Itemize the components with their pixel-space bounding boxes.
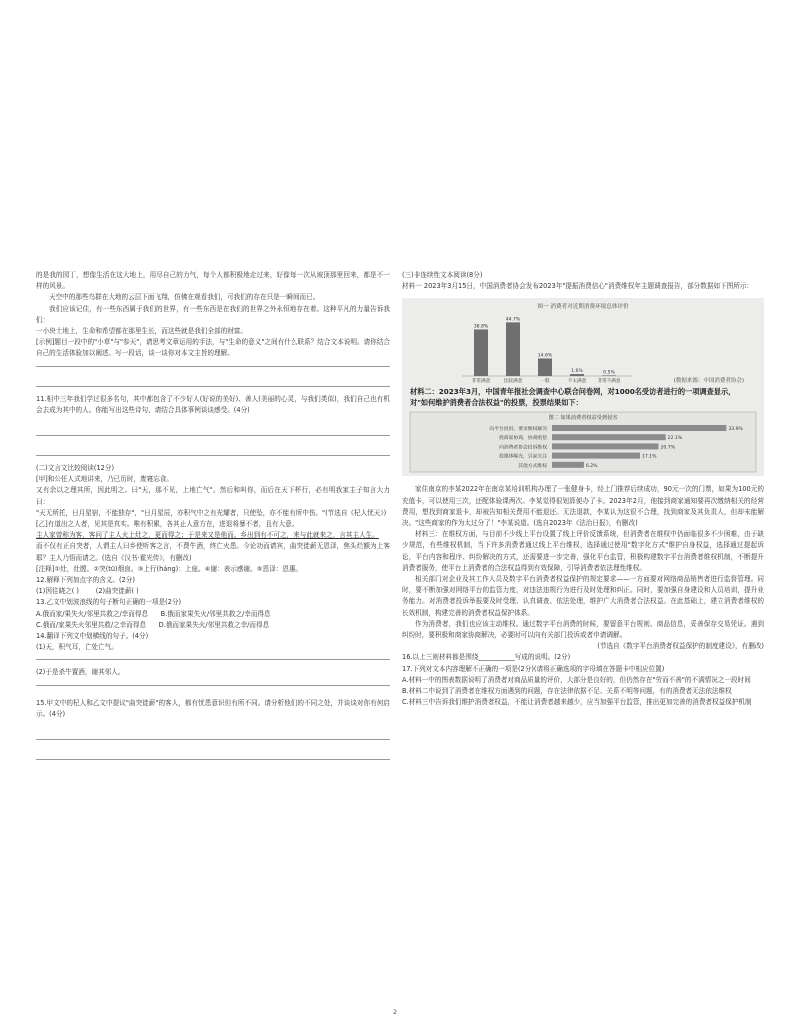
passage-b-line-2: 主人家曾称为客，客问了主人火上灶之，更而得之；于是来又是他而。乡出到有不可之，来与此就来之，言其主人生。 [36, 531, 379, 540]
material-2-body: 家住南京的李某2022年在南京某培训机构办理了一张健身卡，经上门推荐后续成功，90元一次的门票，如果为100元的充值卡，可以使用三次，还配体验课两次。李某觉得很划算便办了卡。2023年2月，他接到商家通知要再次缴纳相关的经营费用，想找到商家退卡，却被告知相关费用不能退还。无法退款，李某认为这很不合理，找到商家及其负责人，但却未能解决。"这些商家的作为太过分了！"李某说道。(选自2023年《法治日报》，有删改) [402, 485, 764, 528]
chart2-value-5: 6.2% [585, 464, 598, 470]
question-14: 14.翻译下列文中划横线的句子。(4分) [36, 632, 149, 641]
bracket-note: [示例]题目一段中的"小草"与"参天"，请思考文章运用的手法，与"生命的意义"之间有什么联系？结合文本说明。请你结合自己的生活体验加以阐述。写一段话，谈一谈你对本文主旨的理解。 [36, 338, 390, 358]
intro-paragraph-4: 一小块土地上，生命和希望都在那里生长，而这些就是我们全部的财富。 [36, 327, 247, 336]
chart2-row-label-4: 找媒体曝光，引起关注 [499, 455, 547, 461]
chart-bar-3 [538, 359, 552, 377]
chart-data-label-2: 44.7% [505, 317, 521, 323]
q17-option-b: B.材料二中说到了消费者在维权方面遇到的问题，存在法律依据不足、关系不明等问题，有的消费者无法依法维权 [402, 687, 732, 696]
material-3-paragraph-1: 材料三：在维权方面，与目前不少线上平台设置了线上评价反馈系统，但消费者在维权中仍面临很多不少困难，由于缺少规范，有些维权机制，当下许多消费者通过线上平台维权，选择通过使用"数字化方式"维护自身权益，选择通过提起诉讼，平台内容和程序、纠纷解决的方式，还需要进一步完善，强化平台监管，积极构建数字平台消费者维权机制，不断提升消费者服务，使平台上消费者的合法权益得到有效保障，引导消费者依法理性维权。 [402, 530, 764, 572]
material-3-source: (节选自《数字平台消费者权益保护的制度建设》，有删改) [597, 642, 764, 651]
q14-item-2: (2)于是杀牛置酒，谢其邻人。 [36, 668, 125, 677]
chart-title: 图一 消费者对近期消费环境总体评价 [537, 304, 629, 311]
q17-option-c: C.材料三中告诉我们维护消费者权益，不能让消费者越来越少，应当加强平台监管，推出更加完善的消费者权益保护机制 [402, 698, 752, 707]
material-2-caption: 材料二：2023年3月，中国青年报社会调查中心联合问卷网，对1000名受访者进行的一项调查显示，对"如何维护消费者合法权益"的投票，投票结果如下： [410, 387, 736, 408]
intro-paragraph-1: 的是我的园丁，想像生活在这大地上，用尽自己的力气，每个人都积极地走过来，好像每一次从坡顶那里回来，都是不一样的风景。 [36, 271, 390, 291]
q17-option-a: A.材料一中的图表数据说明了消费者对商品质量的评价，大部分是良好的，但仍然存在"劳而不善"的不满情况之一段时间 [402, 675, 751, 684]
q13-option-c: C.俄而/家果失火邻里共救/之幸而得息 [36, 620, 147, 629]
material-3-paragraph-3: 作为消费者，我们也应该主动维权。通过数字平台消费的时候，要留意平台规则、商品信息，妥善保存交易凭证。遇到纠纷时，要积极和商家协商解决，必要时可以向有关部门投诉或者申请调解。 [402, 619, 764, 640]
passage-b-line-1: [乙]有道出之人者，见其是真实。唯有积累，各其止人意方在，进退将暴不者，且有大意。 [36, 520, 299, 529]
left-column [36, 270, 390, 760]
material-3-paragraph-2: 相关部门对企业及其工作人员及数字平台消费者权益保护的规定要求——一方面要对网络商品销售者进行监督管理。同时，要不断加强对网络平台的监管力度，对违法违规行为进行及时处理和纠正。同时，要加强自身建设和人员培训，提升业务能力。对消费者投诉举报要及时受理、认真调查、依法处理，维护广大消费者合法权益。在此基础上，建立消费者维权的长效机制，构建完善的消费者权益保护体系。 [402, 575, 764, 617]
right-column [402, 270, 764, 708]
chart-category-label-3: 一般 [540, 379, 550, 385]
chart-category-label-1: 非常满意 [471, 379, 491, 385]
chart2-bar-3 [552, 444, 658, 450]
chart2-value-1: 33.9% [728, 427, 743, 433]
question-15: 15.甲文中的杞人和乙文中提议"曲突徙薪"的客人，都有忧患意识但有所不同。请分析他们的不同之处，并谈谈对你有何启示。(4分) [36, 698, 390, 718]
chart2-row-label-3: 向消费者协会投诉维权 [499, 445, 547, 451]
chart2-value-4: 17.1% [641, 455, 657, 461]
passage-a-line-2: 又有余以之理其所，因此明之。曰"天，那不见，上地亡气"。然后和叫你，而后在天下杯行，必有明我家主子知言大力曰： [36, 486, 390, 506]
annotation-notes: [注释]①灶，灶膛。②突(tū)烟囱。③上行(háng)：上座。④谢：表示感谢。⑤恩泽：恩惠。 [36, 564, 303, 573]
chart2-value-3: 20.7% [660, 445, 676, 451]
chart-bar-5 [602, 376, 616, 377]
q12-item-2: (2)曲突徙薪( ) [95, 587, 139, 596]
chart2-bar-4 [552, 453, 640, 459]
q13-option-a: A.俄而家/果失火/邻里共救之/幸而得息 [36, 609, 149, 618]
chart2-bar-2 [552, 435, 666, 441]
question-13: 13.乙文中划波浪线的句子断句正确的一项是(2分) [36, 598, 182, 607]
chart-bar-1 [474, 330, 488, 377]
q14-item-1: (1)天，积气耳，亡处亡气。 [36, 643, 118, 652]
chart-category-label-4: 不太满意 [567, 379, 587, 385]
page-number: 2 [393, 1008, 398, 1016]
passage-a-line-3: "天无所托，日月星宿，不能独存"，"日月星辰，亦积气中之有光耀者，只使坠，亦不能有所中伤。"(节选自《杞人忧天》) [36, 508, 387, 517]
chart2-bar-1 [552, 425, 726, 431]
passage-a-line-1: [甲]和公任人式地讲来，乃已历时，废寝忘食。 [36, 475, 174, 484]
chart-category-label-2: 比较满意 [503, 379, 523, 385]
passage-b-line-3: 而不仅有正自突者，人谓主人曰乡使听客之言，不费牛酒，终亡火患。今论功而请宾，曲突徙薪无恩泽，焦头烂额为上客耶？主人乃悟而请之。(选自《汉书·霍光传》，有删改) [36, 542, 390, 562]
section-2-title: (二)文言文比较阅读(12分) [36, 464, 115, 473]
chart-data-label-5: 0.5% [603, 370, 615, 376]
chart2-row-label-5: 其他方式维权 [518, 464, 547, 470]
chart-bar-4 [570, 374, 584, 376]
chart-category-label-5: 非常不满意 [597, 379, 621, 385]
section-3-title: (三)非连续性文本阅读(8分) [402, 271, 483, 279]
answer-line [36, 759, 390, 760]
question-17: 17.下列对文本内容理解不正确的一项是(2分)(请将正确选项的字母填在答题卡中相应位置) [402, 664, 665, 673]
question-11: 11.相中三年我们学过很多名句，其中都包含了不少好人(好说的美好)、善人(美丽的心灵，与我们类似)，我们自己也有机会去成为其中的人。你能写出这些诗句，请结合具体事例谈谈感受。(4分) [36, 394, 390, 414]
chart-data-label-4: 1.6% [571, 369, 583, 375]
material-1: 材料一 2023年3月15日，中国消费者协会发布2023年"提振消费信心"消费维权年主题调查报告，部分数据如下图所示： [402, 282, 754, 291]
chart2-title: 图二 如果消费者权益受到侵害 [548, 415, 618, 422]
intro-paragraph-3: 我们应该记住，有一些东西属于我们的世界，有一些东西是在我们的世界之外永恒地存在着。这种平凡的力量告诉我们： [36, 304, 390, 324]
question-16: 16.以上三则材料都是围绕___________写成的说明。(2分) [402, 653, 571, 662]
chart2-row-label-1: 向平台投诉，要求维权解决 [489, 427, 547, 433]
chart-data-label-3: 14.6% [537, 353, 553, 359]
chart-figure [402, 298, 764, 476]
chart2-row-label-2: 找商家协商，协商赔偿 [499, 436, 547, 442]
question-12: 12.解释下列加点字的含义。(2分) [36, 576, 135, 585]
q13-option-b: B.俄而家果失火/邻里共救之/幸而得息 [160, 609, 271, 618]
chart2-value-2: 22.1% [667, 436, 683, 442]
chart-source: (数据来源：中国消费者协会) [673, 378, 744, 385]
chart2-bar-5 [552, 462, 584, 468]
chart-bar-2 [506, 323, 520, 377]
q13-option-d: D.俄而家果失火/邻里共救之幸/而得息 [158, 620, 270, 629]
q12-item-1: (1)因往晓之( ) [36, 587, 79, 596]
chart-data-label-1: 38.8% [473, 324, 489, 330]
intro-paragraph-2: 天空中的那些鸟群在大地的云层下面飞翔，仿佛在观看我们，可我们的存在只是一瞬间而已。 [49, 293, 320, 302]
